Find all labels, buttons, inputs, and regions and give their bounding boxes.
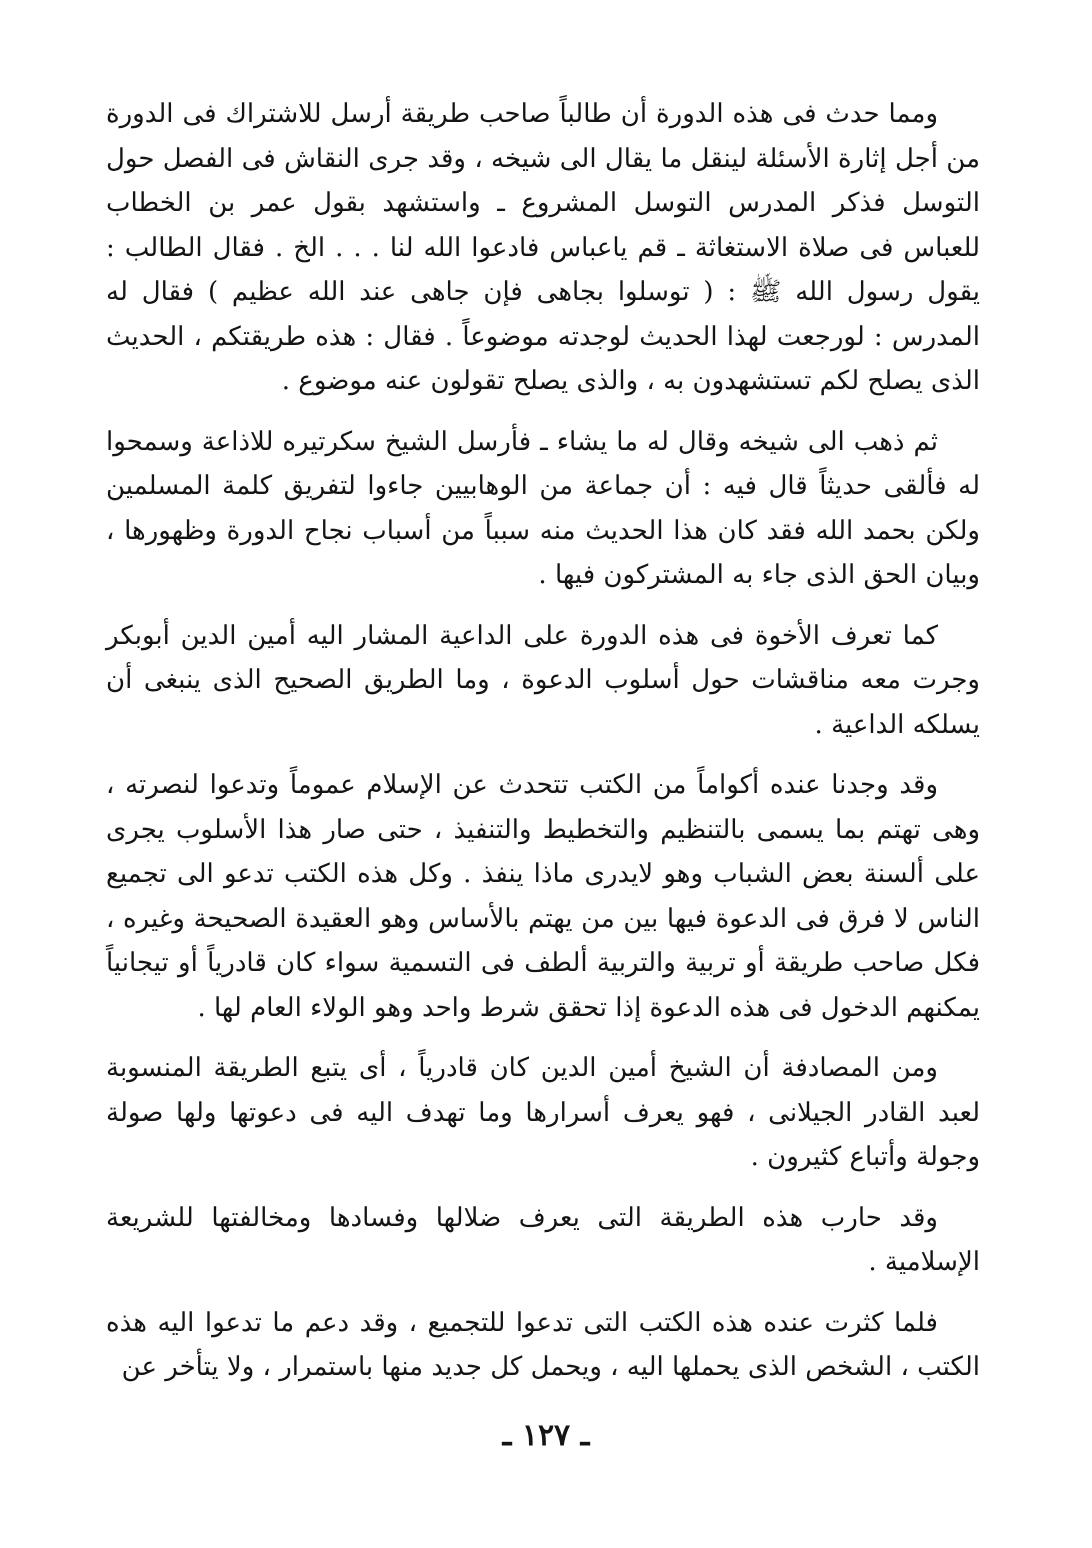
body-text — [106, 92, 980, 1406]
paragraph-3: كما تعرف الأخوة فى هذه الدورة على الداعية المشار اليه أمين الدين أبوبكر وجرت معه مناقشات حول أسلوب الدعوة ، وما الطريق الصحيح الذى ينبغى أن يسلكه الداعية . — [106, 620, 980, 740]
paragraph-5: ومن المصادفة أن الشيخ أمين الدين كان قادرياً ، أى يتبع الطريقة المنسوبة لعبد القادر الجيلانى ، فهو يعرف أسرارها وما تهدف اليه فى دعوتها ولها صولة وجولة وأتباع كثيرون . — [106, 1053, 980, 1172]
paragraph-4: وقد وجدنا عنده أكواماً من الكتب تتحدث عن الإسلام عموماً وتدعوا لنصرته ، وهى تهتم بما يسمى بالتنظيم والتخطيط والتنفيذ ، حتى صار هذا الأسلوب يجرى على ألسنة بعض الشباب وهو لايدرى ماذا ينفذ . وكل هذه الكتب تدعو الى تجميع الناس لا فرق فى الدعوة فيها بين من يهتم بالأساس وهو العقيدة الصحيحة وغيره ، فكل صاحب طريقة أو تربية والتربية ألطف فى التسمية سواء كان قادرياً أو تيجانياً يمكنهم الدخول فى هذه الدعوة إذا تحقق شرط واحد وهو الولاء العام لها . — [106, 770, 980, 1023]
paragraph-6: وقد حارب هذه الطريقة التى يعرف ضلالها وفسادها ومخالفتها للشريعة الإسلامية . — [106, 1202, 980, 1277]
paragraph-7: فلما كثرت عنده هذه الكتب التى تدعوا للتجميع ، وقد دعم ما تدعوا اليه هذه الكتب ، الشخص الذى يحملها اليه ، ويحمل كل جديد منها باستمرار ، ولا يتأخر عن — [106, 1307, 980, 1382]
paragraph-1: ومما حدث فى هذه الدورة أن طالباً صاحب طريقة أرسل للاشتراك فى الدورة من أجل إثارة الأسئلة لينقل ما يقال الى شيخه ، وقد جرى النقاش فى الفصل حول التوسل فذكر المدرس التوسل المشروع ـ واستشهد بقول عمر بن الخطاب للعباس فى صلاة الاستغاثة ـ قم ياعباس فادعوا الله لنا . . . الخ . فقال الطالب : يقول رسول الله ﷺ : ( توسلوا بجاهى فإن جاهى عند الله عظيم ) فقال له المدرس : لورجعت لهذا الحديث لوجدته موضوعاً . فقال : هذه طريقتكم ، الحديث الذى يصلح لكم تستشهدون به ، والذى يصلح تقولون عنه موضوع . — [106, 99, 980, 396]
page-number: ـ ١٢٧ ـ — [502, 1418, 590, 1453]
paragraph-2: ثم ذهب الى شيخه وقال له ما يشاء ـ فأرسل الشيخ سكرتيره للاذاعة وسمحوا له فألقى حديثاً قال فيه : أن جماعة من الوهابيين جاءوا لتفريق كلمة المسلمين ولكن بحمد الله فقد كان هذا الحديث منه سبباً من أسباب نجاح الدورة وظهورها ، وبيان الحق الذى جاء به المشتركون فيها . — [106, 426, 980, 590]
